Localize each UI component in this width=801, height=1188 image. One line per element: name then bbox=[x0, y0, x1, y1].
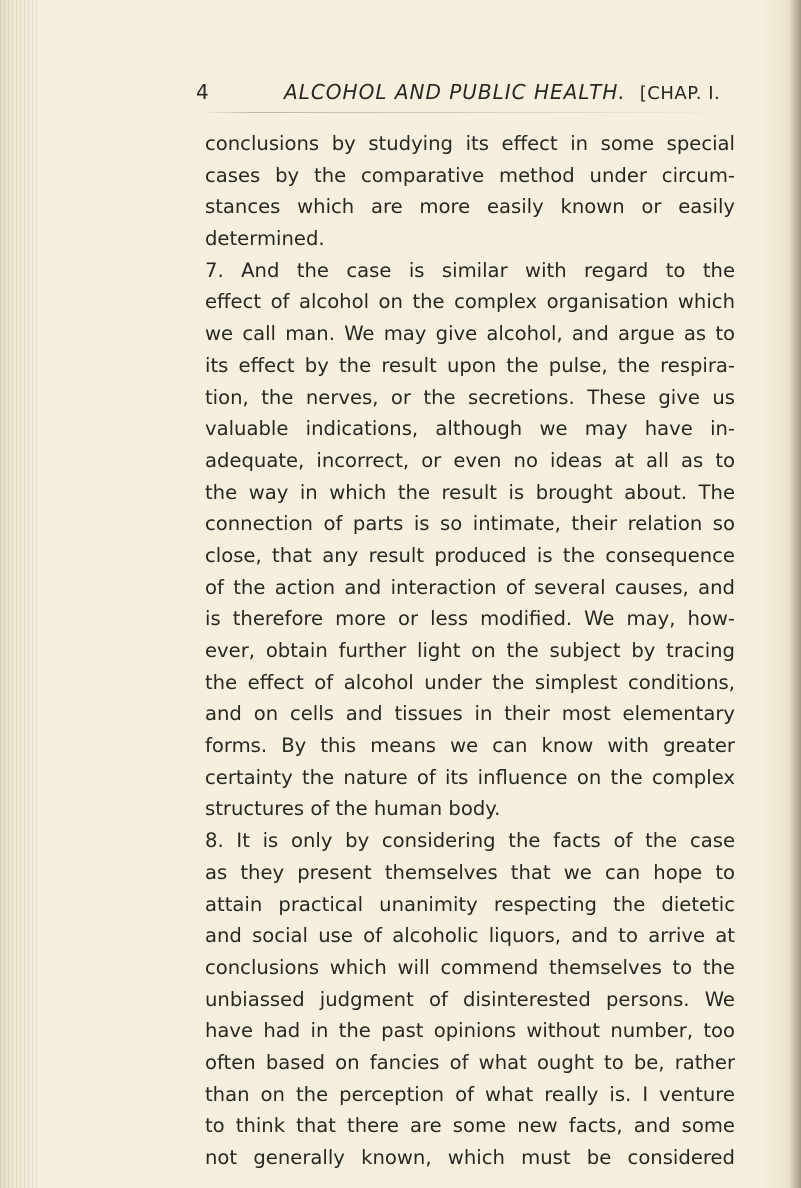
text-line: certainty the nature of its influence on the complex bbox=[205, 765, 735, 789]
text-line: connection of parts is so intimate, their relation so bbox=[205, 512, 735, 536]
chapter-reference: [CHAP. I. bbox=[639, 83, 721, 104]
text-line: the way in which the result is brought about. The bbox=[205, 480, 735, 504]
page-gutter bbox=[0, 0, 38, 1188]
page-edge-shadow bbox=[789, 0, 801, 1188]
text-line: cases by the comparative method under circum- bbox=[205, 163, 735, 187]
header-rule bbox=[200, 112, 740, 113]
page-number: 4 bbox=[196, 80, 210, 104]
running-header bbox=[196, 80, 766, 104]
text-line: ever, obtain further light on the subject by tracing bbox=[205, 639, 735, 662]
text-line: adequate, incorrect, or even no ideas at all as to bbox=[205, 448, 735, 472]
text-line: and on cells and tissues in their most elementary bbox=[205, 702, 735, 726]
text-line: than on the perception of what really is. I venture bbox=[205, 1082, 735, 1106]
text-line: have had in the past opinions without number, too bbox=[205, 1019, 735, 1043]
text-line: determined. bbox=[205, 227, 325, 251]
text-line: tion, the nerves, or the secretions. These give us bbox=[205, 385, 735, 409]
text-line: forms. By this means we can know with greater bbox=[205, 734, 735, 758]
text-line: close, that any result produced is the consequence bbox=[205, 543, 735, 567]
text-line: effect of alcohol on the complex organisation which bbox=[205, 290, 735, 314]
text-line: as they present themselves that we can hope to bbox=[205, 860, 735, 884]
running-title: ALCOHOL AND PUBLIC HEALTH. bbox=[284, 80, 626, 104]
body-text bbox=[205, 128, 735, 1174]
text-line: 8. It is only by considering the facts of the case bbox=[205, 829, 735, 853]
text-line: stances which are more easily known or easily bbox=[205, 195, 735, 219]
text-line: not generally known, which must be considered bbox=[205, 1146, 735, 1169]
text-line: unbiassed judgment of disinterested persons. We bbox=[205, 987, 735, 1011]
text-line: often based on fancies of what ought to be, rather bbox=[205, 1050, 735, 1074]
text-line: structures of the human body. bbox=[205, 797, 501, 821]
text-line: is therefore more or less modified. We may, how- bbox=[205, 607, 735, 631]
text-line: its effect by the result upon the pulse, the respira- bbox=[205, 353, 735, 377]
text-line: of the action and interaction of several causes, and bbox=[205, 575, 735, 599]
text-line: and social use of alcoholic liquors, and to arrive at bbox=[205, 924, 735, 948]
text-line: we call man. We may give alcohol, and argue as to bbox=[205, 322, 735, 346]
text-line: 7. And the case is similar with regard to the bbox=[205, 258, 735, 282]
text-line: the effect of alcohol under the simplest conditions, bbox=[205, 670, 735, 694]
text-line: conclusions by studying its effect in some special bbox=[205, 132, 735, 155]
text-line: attain practical unanimity respecting the dietetic bbox=[205, 892, 735, 916]
text-line: valuable indications, although we may have in- bbox=[205, 417, 735, 441]
text-line: conclusions which will commend themselves to the bbox=[205, 955, 735, 979]
text-line: to think that there are some new facts, and some bbox=[205, 1114, 735, 1138]
